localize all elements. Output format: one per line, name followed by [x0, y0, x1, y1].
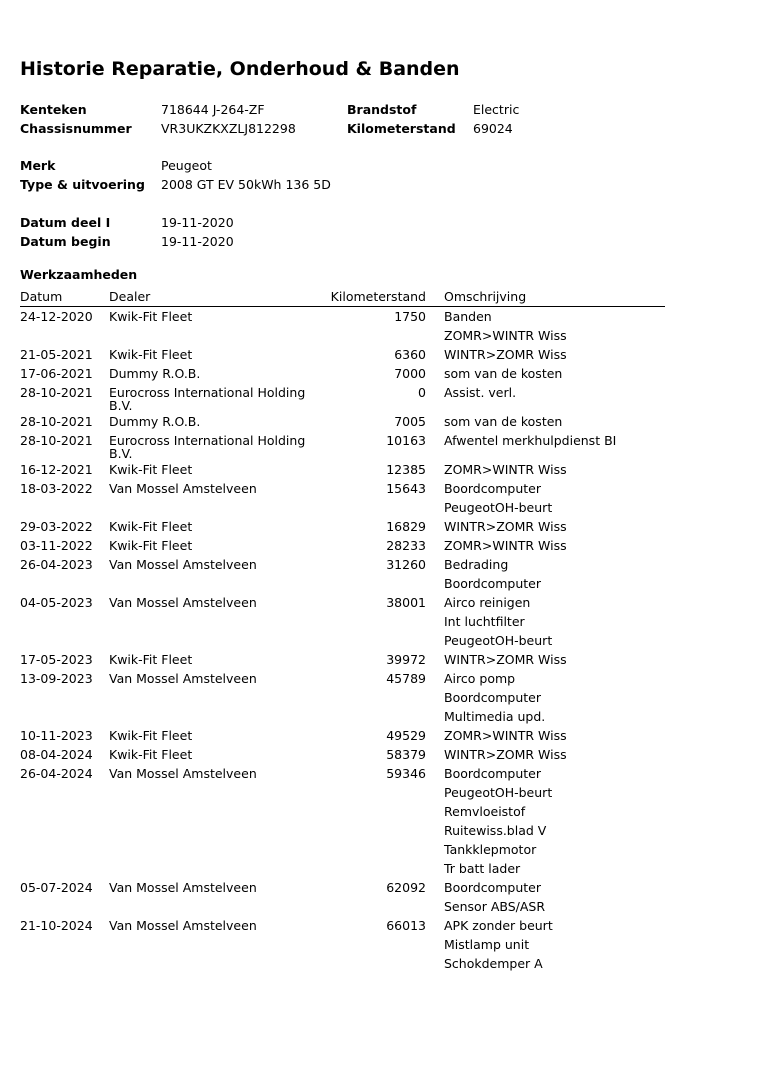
description-line: APK zonder beurt [444, 918, 553, 933]
chassis-label: Chassisnummer [20, 121, 132, 136]
row-dealer: Van Mossel Amstelveen [109, 766, 257, 781]
row-kilometerstand: 1750 [394, 309, 426, 324]
row-kilometerstand: 31260 [386, 557, 426, 572]
row-dealer: Kwik-Fit Fleet [109, 747, 193, 762]
row-description [436, 412, 665, 431]
brandstof-label: Brandstof [347, 102, 417, 117]
description-line: ZOMR>WINTR Wiss [444, 462, 567, 477]
description-line: Airco pomp [444, 671, 516, 686]
row-dealer: Kwik-Fit Fleet [109, 652, 193, 667]
datum-begin-label: Datum begin [20, 234, 111, 249]
page-title: Historie Reparatie, Onderhoud & Banden [20, 58, 460, 80]
row-description [436, 383, 665, 412]
row-kilometerstand: 39972 [386, 652, 426, 667]
row-date: 28-10-2021 [20, 414, 93, 429]
description-line: WINTR>ZOMR Wiss [444, 347, 567, 362]
row-dealer: Van Mossel Amstelveen [109, 481, 257, 496]
description-line: Boordcomputer [444, 481, 542, 496]
row-description [436, 517, 665, 536]
table-row [20, 460, 665, 479]
table-row [20, 364, 665, 383]
row-date: 08-04-2024 [20, 747, 93, 762]
table-row [20, 745, 665, 764]
table-row [20, 307, 665, 346]
description-line: Boordcomputer [444, 690, 542, 705]
row-kilometerstand: 7000 [394, 366, 426, 381]
table-row [20, 517, 665, 536]
row-kilometerstand: 45789 [386, 671, 426, 686]
row-kilometerstand: 49529 [386, 728, 426, 743]
row-description [436, 431, 665, 460]
row-dealer: Kwik-Fit Fleet [109, 728, 193, 743]
description-line: PeugeotOH-beurt [444, 500, 553, 515]
row-date: 26-04-2024 [20, 766, 93, 781]
kilometerstand-value: 69024 [473, 121, 513, 136]
description-line: Boordcomputer [444, 766, 542, 781]
work-table [20, 288, 665, 973]
row-description [436, 916, 665, 973]
description-line: WINTR>ZOMR Wiss [444, 747, 567, 762]
chassis-value: VR3UKZKXZLJ812298 [161, 121, 296, 136]
row-description [436, 745, 665, 764]
row-description [436, 555, 665, 593]
row-description [436, 878, 665, 916]
description-line: Boordcomputer [444, 880, 542, 895]
row-description [436, 345, 665, 364]
table-row [20, 593, 665, 650]
brandstof-value: Electric [473, 102, 520, 117]
row-date: 17-06-2021 [20, 366, 93, 381]
row-description [436, 460, 665, 479]
description-line: som van de kosten [444, 366, 563, 381]
row-description [436, 593, 665, 650]
row-kilometerstand: 15643 [386, 481, 426, 496]
description-line: PeugeotOH-beurt [444, 633, 553, 648]
table-row [20, 726, 665, 745]
description-line: Int luchtfilter [444, 614, 525, 629]
merk-value: Peugeot [161, 158, 212, 173]
column-header-desc: Omschrijving [436, 288, 665, 307]
row-dealer: Kwik-Fit Fleet [109, 309, 193, 324]
kenteken-value: 718644 J-264-ZF [161, 102, 265, 117]
row-date: 10-11-2023 [20, 728, 93, 743]
table-row [20, 669, 665, 726]
description-line: ZOMR>WINTR Wiss [444, 328, 567, 343]
description-line: PeugeotOH-beurt [444, 785, 553, 800]
row-date: 24-12-2020 [20, 309, 93, 324]
description-line: ZOMR>WINTR Wiss [444, 538, 567, 553]
table-row [20, 412, 665, 431]
description-line: WINTR>ZOMR Wiss [444, 652, 567, 667]
row-kilometerstand: 28233 [386, 538, 426, 553]
row-description [436, 364, 665, 383]
row-description [436, 479, 665, 517]
table-row [20, 479, 665, 517]
row-date: 16-12-2021 [20, 462, 93, 477]
description-line: Afwentel merkhulpdienst BI [444, 433, 617, 448]
row-dealer: Kwik-Fit Fleet [109, 347, 193, 362]
table-row [20, 431, 665, 460]
merk-label: Merk [20, 158, 56, 173]
row-dealer: Dummy R.O.B. [109, 366, 201, 381]
row-kilometerstand: 58379 [386, 747, 426, 762]
row-kilometerstand: 62092 [386, 880, 426, 895]
row-dealer: Van Mossel Amstelveen [109, 671, 257, 686]
row-date: 17-05-2023 [20, 652, 93, 667]
row-dealer: Van Mossel Amstelveen [109, 595, 257, 610]
row-kilometerstand: 59346 [386, 766, 426, 781]
row-dealer: Eurocross International Holding B.V. [109, 433, 306, 461]
type-label: Type & uitvoering [20, 177, 145, 192]
row-dealer: Van Mossel Amstelveen [109, 557, 257, 572]
row-kilometerstand: 0 [418, 385, 426, 400]
description-line: Bedrading [444, 557, 509, 572]
row-dealer: Kwik-Fit Fleet [109, 462, 193, 477]
table-row [20, 650, 665, 669]
datum-deel-value: 19-11-2020 [161, 215, 234, 230]
row-date: 28-10-2021 [20, 433, 93, 448]
row-kilometerstand: 66013 [386, 918, 426, 933]
row-description [436, 726, 665, 745]
row-kilometerstand: 12385 [386, 462, 426, 477]
row-kilometerstand: 6360 [394, 347, 426, 362]
work-table-header [20, 288, 665, 307]
row-dealer: Kwik-Fit Fleet [109, 538, 193, 553]
row-date: 21-10-2024 [20, 918, 93, 933]
row-description [436, 650, 665, 669]
work-section-title: Werkzaamheden [20, 267, 138, 282]
table-row [20, 878, 665, 916]
table-row [20, 916, 665, 973]
column-header-date: Datum [20, 288, 109, 307]
description-line: Ruitewiss.blad V [444, 823, 547, 838]
row-dealer: Eurocross International Holding B.V. [109, 385, 306, 413]
row-dealer: Van Mossel Amstelveen [109, 880, 257, 895]
description-line: Multimedia upd. [444, 709, 546, 724]
description-line: Sensor ABS/ASR [444, 899, 546, 914]
row-kilometerstand: 10163 [386, 433, 426, 448]
row-date: 28-10-2021 [20, 385, 93, 400]
description-line: Schokdemper A [444, 956, 543, 971]
description-line: ZOMR>WINTR Wiss [444, 728, 567, 743]
column-header-km: Kilometerstand [306, 288, 436, 307]
row-date: 05-07-2024 [20, 880, 93, 895]
row-dealer: Kwik-Fit Fleet [109, 519, 193, 534]
datum-deel-label: Datum deel I [20, 215, 111, 230]
row-description [436, 536, 665, 555]
row-date: 13-09-2023 [20, 671, 93, 686]
table-row [20, 345, 665, 364]
table-row [20, 555, 665, 593]
description-line: WINTR>ZOMR Wiss [444, 519, 567, 534]
row-date: 18-03-2022 [20, 481, 93, 496]
row-description [436, 764, 665, 878]
row-description [436, 669, 665, 726]
row-description [436, 307, 665, 346]
work-table-body [20, 307, 665, 974]
kenteken-label: Kenteken [20, 102, 87, 117]
row-date: 21-05-2021 [20, 347, 93, 362]
description-line: Tankklepmotor [444, 842, 537, 857]
row-date: 04-05-2023 [20, 595, 93, 610]
column-header-dealer: Dealer [109, 288, 306, 307]
description-line: Banden [444, 309, 492, 324]
datum-begin-value: 19-11-2020 [161, 234, 234, 249]
description-line: Mistlamp unit [444, 937, 530, 952]
row-date: 29-03-2022 [20, 519, 93, 534]
row-date: 03-11-2022 [20, 538, 93, 553]
row-kilometerstand: 7005 [394, 414, 426, 429]
row-date: 26-04-2023 [20, 557, 93, 572]
row-dealer: Dummy R.O.B. [109, 414, 201, 429]
row-kilometerstand: 16829 [386, 519, 426, 534]
description-line: Remvloeistof [444, 804, 526, 819]
type-value: 2008 GT EV 50kWh 136 5D [161, 177, 331, 192]
description-line: Tr batt lader [444, 861, 521, 876]
row-kilometerstand: 38001 [386, 595, 426, 610]
description-line: Airco reinigen [444, 595, 531, 610]
row-dealer: Van Mossel Amstelveen [109, 918, 257, 933]
description-line: Boordcomputer [444, 576, 542, 591]
description-line: Assist. verl. [444, 385, 517, 400]
table-row [20, 536, 665, 555]
kilometerstand-label: Kilometerstand [347, 121, 456, 136]
description-line: som van de kosten [444, 414, 563, 429]
table-row [20, 764, 665, 878]
table-row [20, 383, 665, 412]
